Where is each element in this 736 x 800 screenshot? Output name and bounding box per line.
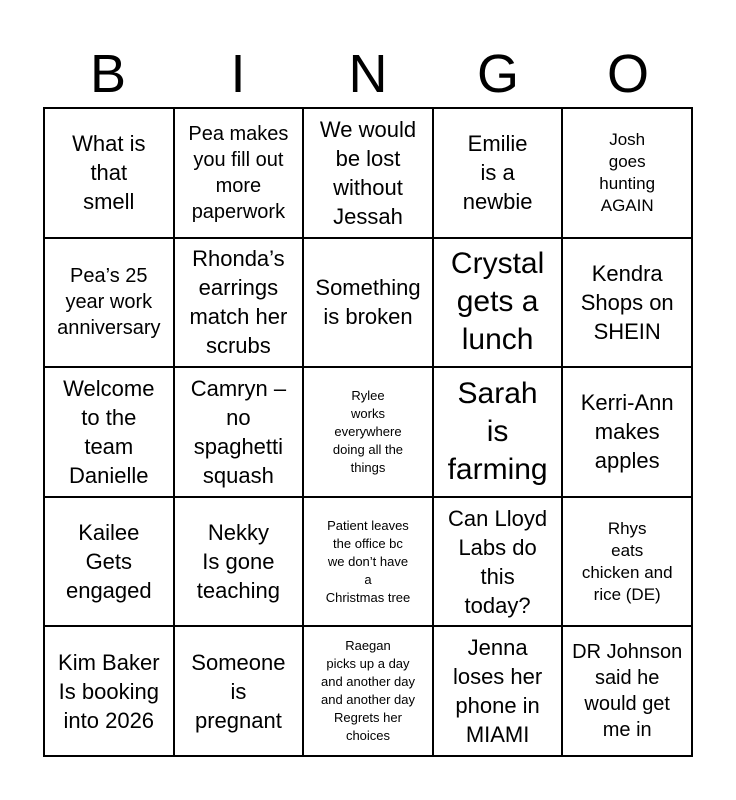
bingo-cell[interactable] — [303, 626, 433, 756]
bingo-cell[interactable] — [562, 238, 692, 368]
cell-text: Kerri-Ann makes apples — [580, 390, 674, 474]
cell-text: Emilie is a newbie — [462, 131, 533, 215]
bingo-cell[interactable] — [433, 367, 563, 497]
bingo-cell[interactable] — [303, 238, 433, 368]
bingo-cell[interactable] — [562, 497, 692, 627]
bingo-card-grid — [43, 107, 693, 757]
bingo-cell[interactable] — [174, 367, 304, 497]
cell-text: Kendra Shops on SHEIN — [580, 260, 674, 344]
cell-text: Pea makes you fill out more paperwork — [188, 122, 289, 223]
cell-text: Rhonda’s earrings match her scrubs — [189, 246, 288, 359]
bingo-cell[interactable] — [562, 108, 692, 238]
bingo-cell[interactable] — [44, 497, 174, 627]
bingo-cell[interactable] — [44, 626, 174, 756]
bingo-cell[interactable] — [44, 238, 174, 368]
bingo-cell[interactable] — [303, 367, 433, 497]
bingo-cell[interactable] — [433, 497, 563, 627]
cell-text: Rylee works everywhere doing all the things — [332, 387, 404, 475]
cell-text: What is that smell — [72, 131, 146, 215]
bingo-header — [43, 40, 693, 108]
cell-text: Someone is pregnant — [191, 649, 286, 733]
cell-text: Josh goes hunting AGAIN — [599, 129, 656, 215]
cell-text: Crystal gets a lunch — [450, 247, 545, 357]
cell-text: We would be lost without Jessah — [319, 116, 417, 229]
header-letter-o: O — [606, 44, 649, 104]
bingo-cell[interactable] — [174, 108, 304, 238]
cell-text: Jenna loses her phone in MIAMI — [452, 635, 543, 748]
bingo-cell[interactable] — [303, 497, 433, 627]
cell-text: Welcome to the team Danielle — [63, 375, 155, 488]
cell-text: Something is broken — [315, 275, 421, 330]
cell-text: Sarah is farming — [447, 376, 548, 486]
bingo-cell[interactable] — [174, 497, 304, 627]
cell-text: Rhys eats chicken and rice (DE) — [581, 518, 673, 604]
bingo-cell[interactable] — [44, 367, 174, 497]
header-letter-g: G — [476, 44, 519, 104]
header-letter-i: I — [230, 44, 246, 104]
cell-text: Kim Baker Is booking into 2026 — [58, 649, 160, 733]
bingo-cell[interactable] — [562, 626, 692, 756]
header-letter-b: B — [89, 44, 127, 104]
cell-text: Raegan picks up a day and another day and another day Regrets her choices — [321, 638, 415, 744]
cell-text: DR Johnson said he would get me in — [572, 641, 683, 742]
bingo-cell[interactable] — [44, 108, 174, 238]
cell-text: Patient leaves the office bc we don’t have a Christmas tree — [325, 517, 411, 605]
cell-text: Kailee Gets engaged — [65, 520, 152, 604]
cell-text: Can Lloyd Labs do this today? — [448, 505, 548, 618]
bingo-cell[interactable] — [562, 367, 692, 497]
cell-text: Camryn – no spaghetti squash — [190, 375, 287, 488]
header-letter-n: N — [348, 44, 388, 104]
cell-text: Pea’s 25 year work anniversary — [57, 265, 161, 340]
bingo-cell[interactable] — [433, 238, 563, 368]
bingo-cell[interactable] — [433, 108, 563, 238]
bingo-cell[interactable] — [174, 238, 304, 368]
bingo-cell[interactable] — [174, 626, 304, 756]
bingo-cell[interactable] — [433, 626, 563, 756]
cell-text: Nekky Is gone teaching — [196, 520, 280, 604]
bingo-cell[interactable] — [303, 108, 433, 238]
